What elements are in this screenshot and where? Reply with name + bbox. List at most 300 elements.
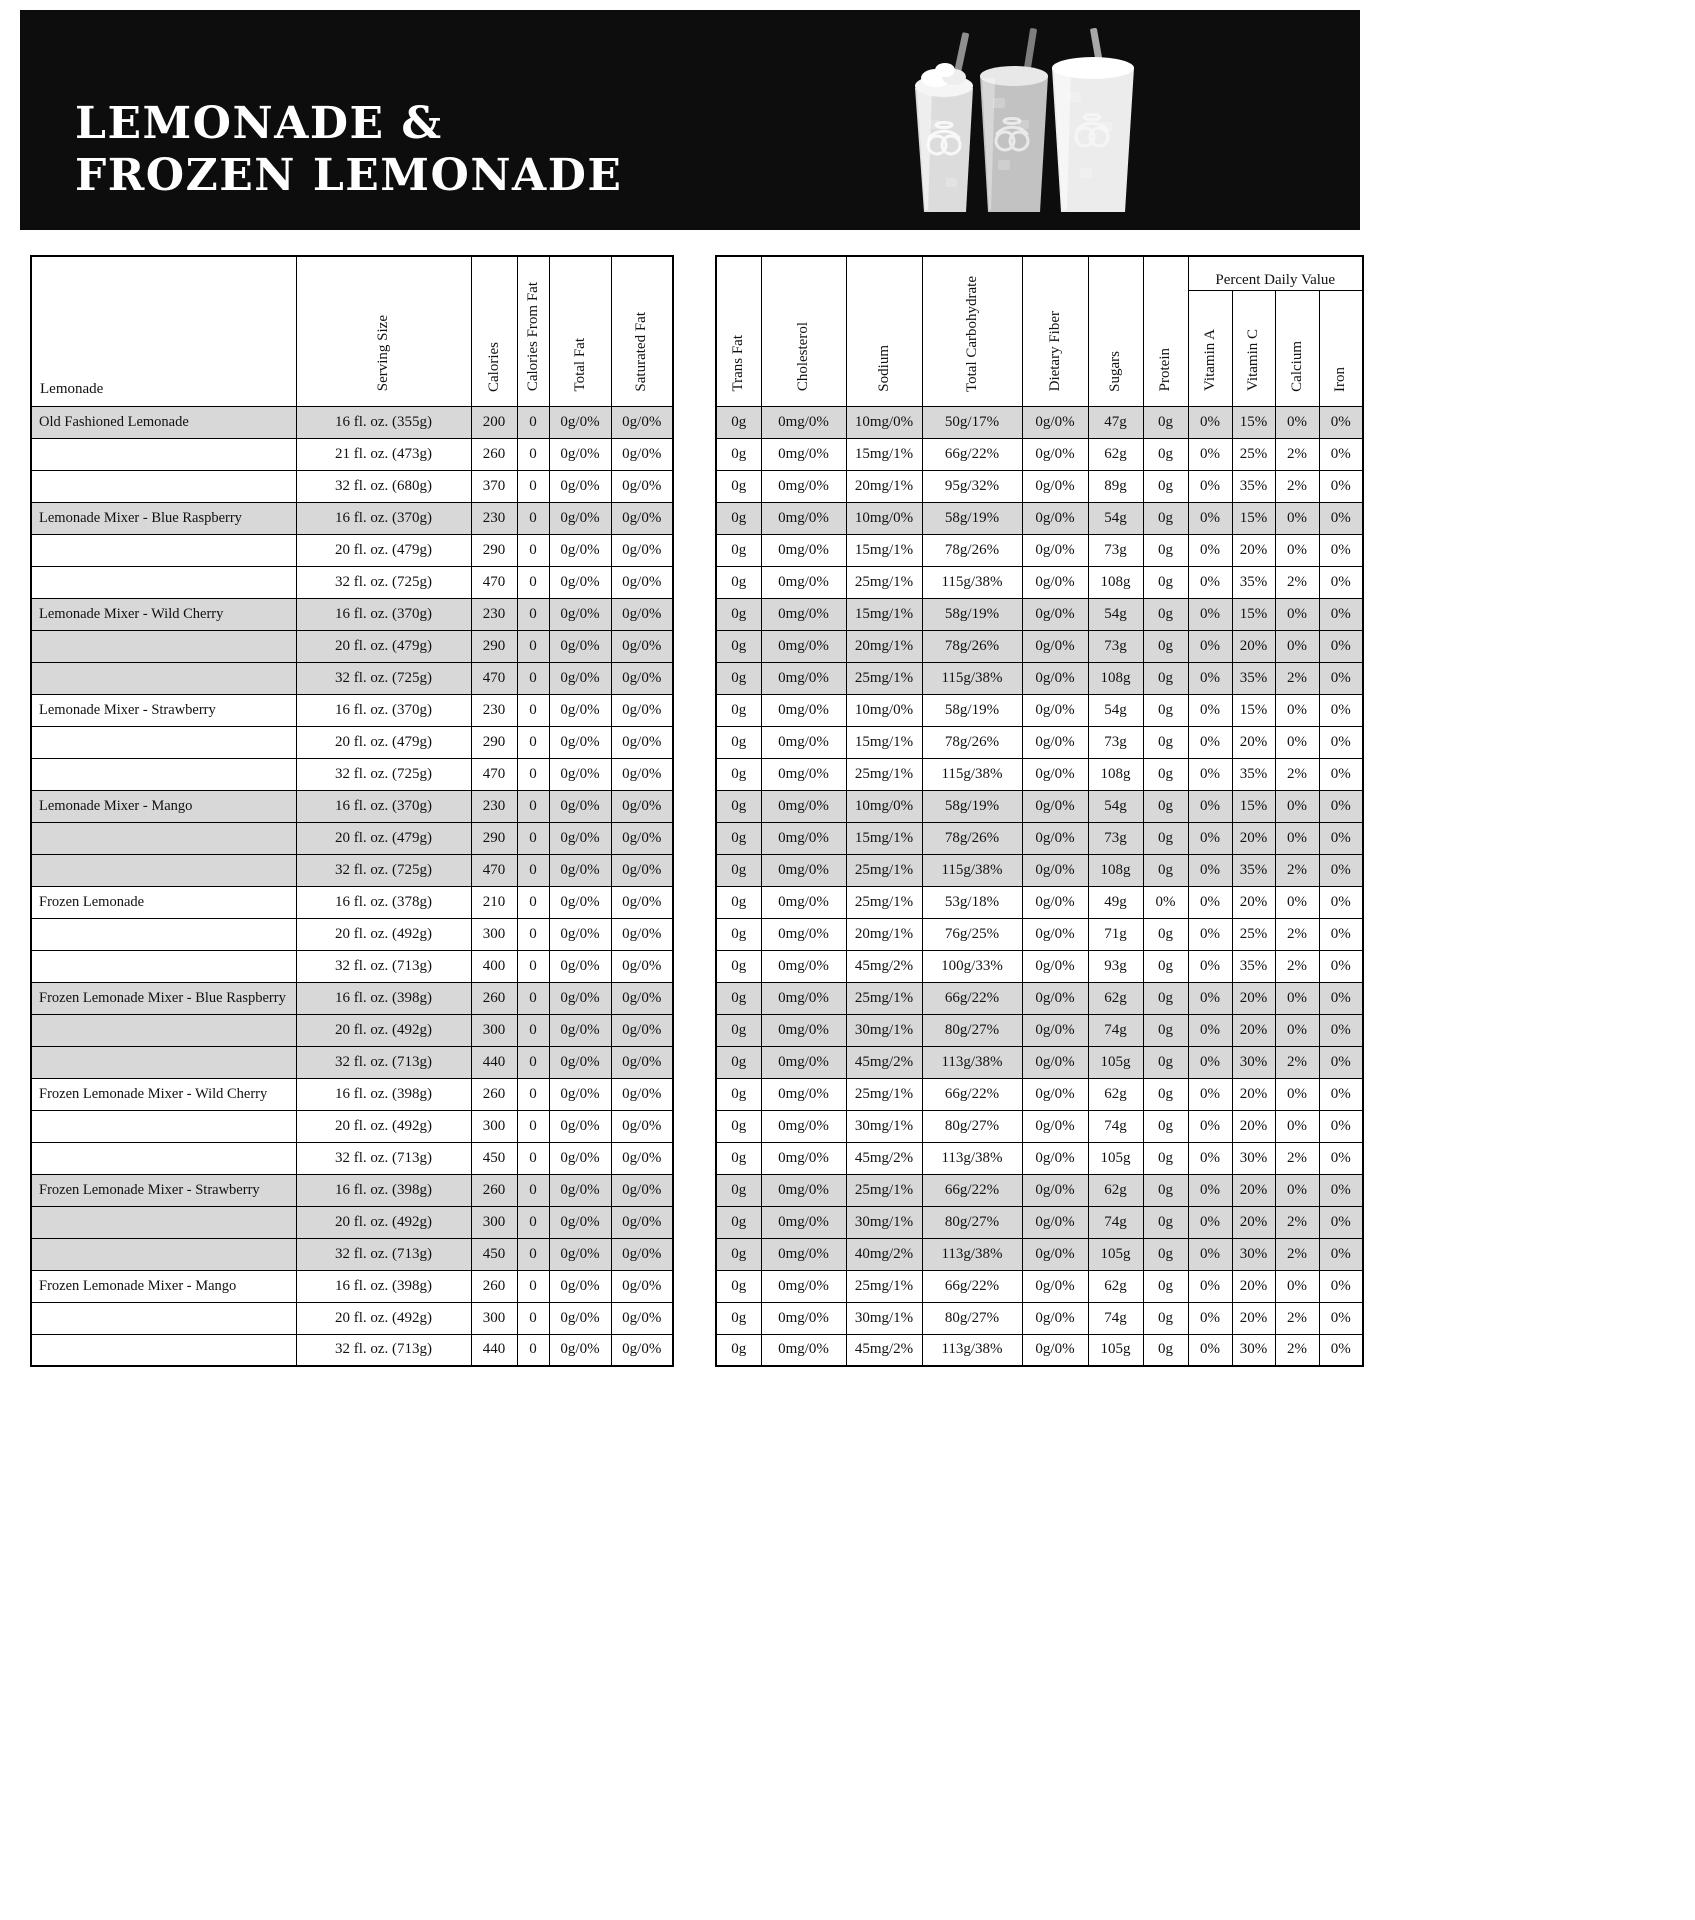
cell-sugars: 54g [1088,790,1143,822]
cell-saturated_fat: 0g/0% [611,790,673,822]
cell-calories: 300 [471,1110,517,1142]
cell-protein: 0g [1143,470,1188,502]
cell-calories: 470 [471,662,517,694]
cell-calories_from_fat: 0 [517,630,549,662]
cell-saturated_fat: 0g/0% [611,950,673,982]
cell-sugars: 74g [1088,1014,1143,1046]
cell-vitamin_a: 0% [1188,694,1232,726]
cell-sodium: 10mg/0% [846,694,922,726]
cell-name: Lemonade Mixer - Mango [31,790,296,822]
cell-calcium: 0% [1275,1270,1319,1302]
cell-protein: 0g [1143,1014,1188,1046]
cell-vitamin_c: 15% [1232,790,1275,822]
cell-calcium: 0% [1275,534,1319,566]
cell-iron: 0% [1319,790,1363,822]
cell-total_fat: 0g/0% [549,1046,611,1078]
cell-vitamin_c: 20% [1232,1110,1275,1142]
cell-protein: 0g [1143,854,1188,886]
cell-sugars: 105g [1088,1334,1143,1366]
cell-saturated_fat: 0g/0% [611,1110,673,1142]
cell-protein: 0g [1143,630,1188,662]
table-row [31,1142,673,1174]
cell-serving_size: 20 fl. oz. (492g) [296,1110,471,1142]
table-row [31,598,673,630]
cell-cholesterol: 0mg/0% [761,598,846,630]
cell-calories_from_fat: 0 [517,502,549,534]
cell-calcium: 0% [1275,1174,1319,1206]
table-row [716,822,1363,854]
cell-vitamin_a: 0% [1188,1238,1232,1270]
cell-cholesterol: 0mg/0% [761,1078,846,1110]
cell-total_fat: 0g/0% [549,662,611,694]
table-row [716,950,1363,982]
cell-calcium: 0% [1275,726,1319,758]
table-row [31,982,673,1014]
cell-serving_size: 32 fl. oz. (725g) [296,758,471,790]
cell-total_carbohydrate: 53g/18% [922,886,1022,918]
cell-dietary_fiber: 0g/0% [1022,630,1088,662]
cell-saturated_fat: 0g/0% [611,1174,673,1206]
cell-protein: 0g [1143,1142,1188,1174]
table-row [31,694,673,726]
cell-total_carbohydrate: 78g/26% [922,822,1022,854]
cell-vitamin_a: 0% [1188,726,1232,758]
cell-serving_size: 20 fl. oz. (479g) [296,534,471,566]
cell-vitamin_a: 0% [1188,1046,1232,1078]
cell-sodium: 25mg/1% [846,1078,922,1110]
cell-name [31,438,296,470]
cell-dietary_fiber: 0g/0% [1022,758,1088,790]
cell-iron: 0% [1319,950,1363,982]
cell-dietary_fiber: 0g/0% [1022,1014,1088,1046]
cell-vitamin_c: 35% [1232,470,1275,502]
cell-cholesterol: 0mg/0% [761,406,846,438]
table-row [716,1302,1363,1334]
cell-saturated_fat: 0g/0% [611,662,673,694]
cell-calcium: 2% [1275,854,1319,886]
cell-vitamin_a: 0% [1188,1142,1232,1174]
cell-dietary_fiber: 0g/0% [1022,662,1088,694]
cell-calcium: 0% [1275,1078,1319,1110]
cell-sugars: 54g [1088,694,1143,726]
cell-calories: 260 [471,1078,517,1110]
cell-serving_size: 16 fl. oz. (398g) [296,1174,471,1206]
cell-sugars: 93g [1088,950,1143,982]
cell-cholesterol: 0mg/0% [761,950,846,982]
table-row [716,502,1363,534]
cell-total_carbohydrate: 58g/19% [922,502,1022,534]
cell-name [31,822,296,854]
cell-vitamin_a: 0% [1188,1206,1232,1238]
cell-calories_from_fat: 0 [517,694,549,726]
cell-total_fat: 0g/0% [549,790,611,822]
column-header-calories: Calories [471,256,517,406]
cell-trans_fat: 0g [716,694,761,726]
cell-name: Frozen Lemonade Mixer - Blue Raspberry [31,982,296,1014]
cell-vitamin_c: 35% [1232,758,1275,790]
table-row [31,822,673,854]
cell-sugars: 73g [1088,630,1143,662]
cell-sodium: 25mg/1% [846,662,922,694]
cell-sodium: 30mg/1% [846,1014,922,1046]
cell-calories_from_fat: 0 [517,1334,549,1366]
cell-cholesterol: 0mg/0% [761,1270,846,1302]
cell-calcium: 0% [1275,1110,1319,1142]
cell-calcium: 0% [1275,406,1319,438]
nutrition-table-right [715,255,1364,1367]
cell-total_fat: 0g/0% [549,470,611,502]
cell-protein: 0g [1143,950,1188,982]
table-row [31,1206,673,1238]
cell-protein: 0g [1143,694,1188,726]
cell-sugars: 71g [1088,918,1143,950]
cell-calories_from_fat: 0 [517,886,549,918]
table-row [31,662,673,694]
cell-trans_fat: 0g [716,630,761,662]
cell-vitamin_a: 0% [1188,950,1232,982]
cell-name: Lemonade Mixer - Strawberry [31,694,296,726]
cell-protein: 0g [1143,822,1188,854]
cell-cholesterol: 0mg/0% [761,502,846,534]
column-header-vitamin-a: Vitamin A [1188,290,1232,406]
cell-sugars: 74g [1088,1110,1143,1142]
cell-iron: 0% [1319,566,1363,598]
cell-name [31,1110,296,1142]
table-row [31,470,673,502]
cell-sugars: 89g [1088,470,1143,502]
cell-protein: 0g [1143,790,1188,822]
cell-total_carbohydrate: 113g/38% [922,1046,1022,1078]
cell-total_carbohydrate: 113g/38% [922,1334,1022,1366]
cell-calories: 230 [471,598,517,630]
cell-vitamin_a: 0% [1188,822,1232,854]
cell-name [31,1014,296,1046]
cell-saturated_fat: 0g/0% [611,1078,673,1110]
cell-trans_fat: 0g [716,854,761,886]
cell-name: Lemonade Mixer - Blue Raspberry [31,502,296,534]
cell-vitamin_a: 0% [1188,598,1232,630]
cell-iron: 0% [1319,598,1363,630]
cell-total_fat: 0g/0% [549,1110,611,1142]
column-header-serving-size: Serving Size [296,256,471,406]
cell-cholesterol: 0mg/0% [761,566,846,598]
cell-trans_fat: 0g [716,790,761,822]
cell-total_carbohydrate: 113g/38% [922,1142,1022,1174]
cell-calcium: 2% [1275,758,1319,790]
cell-calories: 230 [471,694,517,726]
cell-sodium: 10mg/0% [846,406,922,438]
cell-saturated_fat: 0g/0% [611,1206,673,1238]
table-row [716,1206,1363,1238]
cell-cholesterol: 0mg/0% [761,1334,846,1366]
cell-calcium: 2% [1275,566,1319,598]
table-row [31,886,673,918]
cell-trans_fat: 0g [716,918,761,950]
cell-calories_from_fat: 0 [517,470,549,502]
cell-iron: 0% [1319,1110,1363,1142]
cell-name [31,758,296,790]
cell-name [31,854,296,886]
cell-protein: 0g [1143,758,1188,790]
cell-calories_from_fat: 0 [517,790,549,822]
cell-total_fat: 0g/0% [549,1270,611,1302]
cell-calories: 470 [471,854,517,886]
cell-cholesterol: 0mg/0% [761,982,846,1014]
column-header-total-carbohydrate: Total Carbohydrate [922,256,1022,406]
cell-serving_size: 32 fl. oz. (713g) [296,950,471,982]
cell-total_carbohydrate: 80g/27% [922,1014,1022,1046]
cell-total_carbohydrate: 78g/26% [922,726,1022,758]
column-header-total-fat: Total Fat [549,256,611,406]
cell-sodium: 10mg/0% [846,790,922,822]
cell-vitamin_c: 35% [1232,854,1275,886]
cell-calcium: 2% [1275,662,1319,694]
cell-calcium: 2% [1275,950,1319,982]
table-row [716,758,1363,790]
cell-total_fat: 0g/0% [549,854,611,886]
cell-cholesterol: 0mg/0% [761,438,846,470]
cell-total_fat: 0g/0% [549,918,611,950]
cell-vitamin_a: 0% [1188,1110,1232,1142]
cell-name [31,950,296,982]
cell-vitamin_c: 25% [1232,918,1275,950]
cell-calcium: 0% [1275,790,1319,822]
cell-name [31,662,296,694]
cell-calcium: 2% [1275,1142,1319,1174]
cell-vitamin_a: 0% [1188,470,1232,502]
cell-sugars: 62g [1088,982,1143,1014]
cell-calories: 300 [471,918,517,950]
cell-saturated_fat: 0g/0% [611,1270,673,1302]
cell-calcium: 0% [1275,598,1319,630]
cell-vitamin_a: 0% [1188,1334,1232,1366]
cell-dietary_fiber: 0g/0% [1022,822,1088,854]
cell-trans_fat: 0g [716,438,761,470]
cell-serving_size: 20 fl. oz. (492g) [296,1014,471,1046]
cell-vitamin_a: 0% [1188,438,1232,470]
table-row [31,790,673,822]
cell-vitamin_a: 0% [1188,918,1232,950]
cell-trans_fat: 0g [716,886,761,918]
cell-calories_from_fat: 0 [517,662,549,694]
cell-serving_size: 20 fl. oz. (479g) [296,726,471,758]
cell-serving_size: 32 fl. oz. (713g) [296,1334,471,1366]
cell-iron: 0% [1319,438,1363,470]
table-row [716,566,1363,598]
cell-name: Frozen Lemonade [31,886,296,918]
cell-vitamin_c: 25% [1232,438,1275,470]
cell-total_carbohydrate: 66g/22% [922,982,1022,1014]
cell-saturated_fat: 0g/0% [611,1238,673,1270]
cell-calories_from_fat: 0 [517,566,549,598]
cell-sugars: 105g [1088,1142,1143,1174]
table-row [31,726,673,758]
cell-total_carbohydrate: 58g/19% [922,694,1022,726]
cell-total_fat: 0g/0% [549,982,611,1014]
cell-calories: 290 [471,822,517,854]
cell-vitamin_c: 20% [1232,630,1275,662]
cell-calories_from_fat: 0 [517,1078,549,1110]
cell-calcium: 2% [1275,1302,1319,1334]
cell-vitamin_a: 0% [1188,854,1232,886]
cell-sodium: 15mg/1% [846,726,922,758]
cell-calories_from_fat: 0 [517,854,549,886]
cell-protein: 0g [1143,918,1188,950]
cell-cholesterol: 0mg/0% [761,694,846,726]
cell-total_fat: 0g/0% [549,1238,611,1270]
cell-calories_from_fat: 0 [517,726,549,758]
cell-dietary_fiber: 0g/0% [1022,854,1088,886]
cell-saturated_fat: 0g/0% [611,1142,673,1174]
cell-sodium: 20mg/1% [846,470,922,502]
table-row [31,950,673,982]
cell-trans_fat: 0g [716,1110,761,1142]
cell-name: Frozen Lemonade Mixer - Mango [31,1270,296,1302]
cell-protein: 0g [1143,598,1188,630]
cell-cholesterol: 0mg/0% [761,726,846,758]
cell-saturated_fat: 0g/0% [611,630,673,662]
cell-saturated_fat: 0g/0% [611,1334,673,1366]
title-banner [20,10,1360,230]
cell-calcium: 0% [1275,502,1319,534]
cell-vitamin_a: 0% [1188,1078,1232,1110]
cell-saturated_fat: 0g/0% [611,1014,673,1046]
cell-total_carbohydrate: 58g/19% [922,598,1022,630]
cell-calories: 440 [471,1334,517,1366]
cell-calories: 260 [471,438,517,470]
cell-trans_fat: 0g [716,982,761,1014]
cell-calories_from_fat: 0 [517,1302,549,1334]
cell-vitamin_a: 0% [1188,406,1232,438]
table-row [31,854,673,886]
cell-cholesterol: 0mg/0% [761,886,846,918]
cell-vitamin_a: 0% [1188,534,1232,566]
cell-sugars: 108g [1088,662,1143,694]
cell-dietary_fiber: 0g/0% [1022,1270,1088,1302]
cell-calories_from_fat: 0 [517,950,549,982]
cell-sugars: 105g [1088,1046,1143,1078]
cell-sugars: 108g [1088,854,1143,886]
cell-iron: 0% [1319,758,1363,790]
cell-iron: 0% [1319,502,1363,534]
cell-total_carbohydrate: 66g/22% [922,1078,1022,1110]
cell-calories: 470 [471,566,517,598]
cell-sodium: 25mg/1% [846,982,922,1014]
cell-saturated_fat: 0g/0% [611,726,673,758]
cell-cholesterol: 0mg/0% [761,854,846,886]
cell-dietary_fiber: 0g/0% [1022,1078,1088,1110]
cell-dietary_fiber: 0g/0% [1022,982,1088,1014]
cell-sodium: 25mg/1% [846,1270,922,1302]
table-row [716,662,1363,694]
cell-calories: 200 [471,406,517,438]
column-header-dietary-fiber: Dietary Fiber [1022,256,1088,406]
cell-vitamin_c: 15% [1232,694,1275,726]
cell-vitamin_c: 15% [1232,502,1275,534]
cell-dietary_fiber: 0g/0% [1022,1206,1088,1238]
cell-iron: 0% [1319,534,1363,566]
cell-iron: 0% [1319,1302,1363,1334]
cell-dietary_fiber: 0g/0% [1022,406,1088,438]
cell-serving_size: 21 fl. oz. (473g) [296,438,471,470]
cell-saturated_fat: 0g/0% [611,502,673,534]
cell-calcium: 0% [1275,1014,1319,1046]
cell-iron: 0% [1319,662,1363,694]
cell-vitamin_c: 30% [1232,1334,1275,1366]
cell-serving_size: 32 fl. oz. (713g) [296,1046,471,1078]
cell-sugars: 62g [1088,438,1143,470]
cell-vitamin_a: 0% [1188,566,1232,598]
table-row [31,1238,673,1270]
cell-vitamin_c: 30% [1232,1238,1275,1270]
cell-name [31,1238,296,1270]
cell-vitamin_c: 35% [1232,662,1275,694]
cell-total_fat: 0g/0% [549,1334,611,1366]
table-row [716,406,1363,438]
cell-dietary_fiber: 0g/0% [1022,886,1088,918]
cell-cholesterol: 0mg/0% [761,534,846,566]
cell-total_fat: 0g/0% [549,694,611,726]
cell-saturated_fat: 0g/0% [611,1046,673,1078]
cell-sugars: 54g [1088,502,1143,534]
cell-sugars: 62g [1088,1270,1143,1302]
cell-total_carbohydrate: 115g/38% [922,758,1022,790]
table-row [31,630,673,662]
table-row [716,854,1363,886]
cell-vitamin_c: 30% [1232,1142,1275,1174]
left-table-body [31,406,673,1366]
cell-serving_size: 32 fl. oz. (680g) [296,470,471,502]
cell-sodium: 25mg/1% [846,886,922,918]
table-row [716,886,1363,918]
cell-serving_size: 16 fl. oz. (370g) [296,502,471,534]
cell-calories: 290 [471,630,517,662]
column-header-trans-fat: Trans Fat [716,256,761,406]
cell-vitamin_c: 15% [1232,406,1275,438]
cell-calories_from_fat: 0 [517,1110,549,1142]
cell-calories: 470 [471,758,517,790]
cell-trans_fat: 0g [716,1206,761,1238]
cell-sodium: 30mg/1% [846,1302,922,1334]
cell-trans_fat: 0g [716,406,761,438]
cell-vitamin_a: 0% [1188,758,1232,790]
cell-cholesterol: 0mg/0% [761,1142,846,1174]
cell-calories: 450 [471,1142,517,1174]
cell-sodium: 20mg/1% [846,630,922,662]
table-row [31,1302,673,1334]
cell-sodium: 25mg/1% [846,758,922,790]
cell-total_carbohydrate: 80g/27% [922,1206,1022,1238]
nutrition-tables [30,255,1364,1367]
cell-calories_from_fat: 0 [517,534,549,566]
cell-sugars: 62g [1088,1078,1143,1110]
table-row [716,918,1363,950]
cell-calories_from_fat: 0 [517,1142,549,1174]
cell-trans_fat: 0g [716,1238,761,1270]
column-header-iron: Iron [1319,290,1363,406]
cell-saturated_fat: 0g/0% [611,406,673,438]
cell-total_carbohydrate: 58g/19% [922,790,1022,822]
cell-total_carbohydrate: 50g/17% [922,406,1022,438]
cell-calories_from_fat: 0 [517,1174,549,1206]
cell-saturated_fat: 0g/0% [611,438,673,470]
cell-calories: 300 [471,1014,517,1046]
cell-calories: 450 [471,1238,517,1270]
table-row [31,534,673,566]
cell-cholesterol: 0mg/0% [761,1046,846,1078]
cell-trans_fat: 0g [716,1334,761,1366]
cell-name [31,1142,296,1174]
